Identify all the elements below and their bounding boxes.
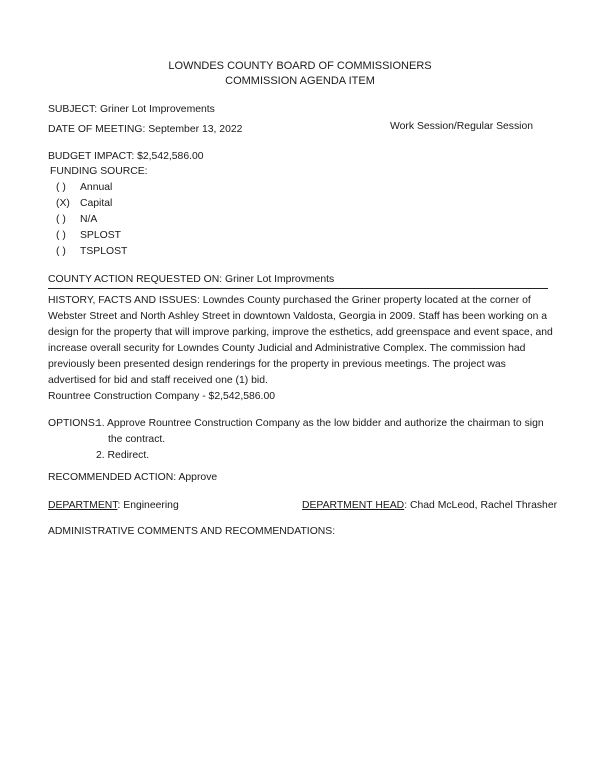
funding-option: N/A: [80, 214, 98, 225]
option-1: 1. Approve Rountree Construction Company as the low bidder and authorize the chairman to sign: [96, 418, 544, 429]
subject: SUBJECT: Griner Lot Improvements: [48, 104, 215, 115]
funding-mark: ( ): [56, 182, 66, 193]
funding-option: SPLOST: [80, 230, 121, 241]
funding-mark: (X): [56, 198, 70, 209]
option-2: 2. Redirect.: [96, 450, 150, 461]
county-action: COUNTY ACTION REQUESTED ON: Griner Lot Improvments: [48, 274, 335, 285]
department-value: : Engineering: [117, 500, 179, 511]
bid-result: Rountree Construction Company - $2,542,586.00: [48, 391, 276, 402]
admin-comments: ADMINISTRATIVE COMMENTS AND RECOMMENDATIONS:: [48, 526, 336, 537]
session-type: Work Session/Regular Session: [390, 121, 534, 132]
funding-option: TSPLOST: [80, 246, 128, 257]
funding-option: Capital: [80, 198, 113, 209]
history-line: advertised for bid and staff received one (1) bid.: [48, 375, 268, 386]
budget-impact: BUDGET IMPACT: $2,542,586.00: [48, 151, 204, 162]
history-line: previously been presented design renderings for the property in previous meetings. The project was: [48, 359, 506, 370]
department-head: [302, 500, 557, 511]
department-head-label: DEPARTMENT HEAD: [302, 500, 405, 511]
history-line: design for the property that will improve parking, improve the esthetics, add greenspace and event space, and: [48, 327, 553, 338]
department-head-value: : Chad McLeod, Rachel Thrasher: [404, 500, 558, 511]
funding-source-label: FUNDING SOURCE:: [50, 166, 148, 177]
department: [48, 500, 179, 511]
department-label: DEPARTMENT: [48, 500, 118, 511]
funding-mark: ( ): [56, 230, 66, 241]
header-subtitle: COMMISSION AGENDA ITEM: [225, 75, 375, 87]
divider: [48, 288, 548, 289]
header-title: LOWNDES COUNTY BOARD OF COMMISSIONERS: [168, 60, 432, 72]
history-line: HISTORY, FACTS AND ISSUES: Lowndes County purchased the Griner property located at the corner of: [48, 295, 531, 306]
history-line: Webster Street and North Ashley Street in downtown Valdosta, Georgia in 2009. Staff has been working on a: [48, 311, 548, 322]
history-line: increase overall security for Lowndes County Judicial and Administrative Complex. The commission had: [48, 343, 526, 354]
options-label: OPTIONS:: [48, 418, 98, 429]
funding-mark: ( ): [56, 246, 66, 257]
date-of-meeting: DATE OF MEETING: September 13, 2022: [48, 124, 243, 135]
option-1-cont: the contract.: [108, 434, 166, 445]
funding-mark: ( ): [56, 214, 66, 225]
funding-option: Annual: [80, 182, 113, 193]
recommended-action: RECOMMENDED ACTION: Approve: [48, 472, 218, 483]
